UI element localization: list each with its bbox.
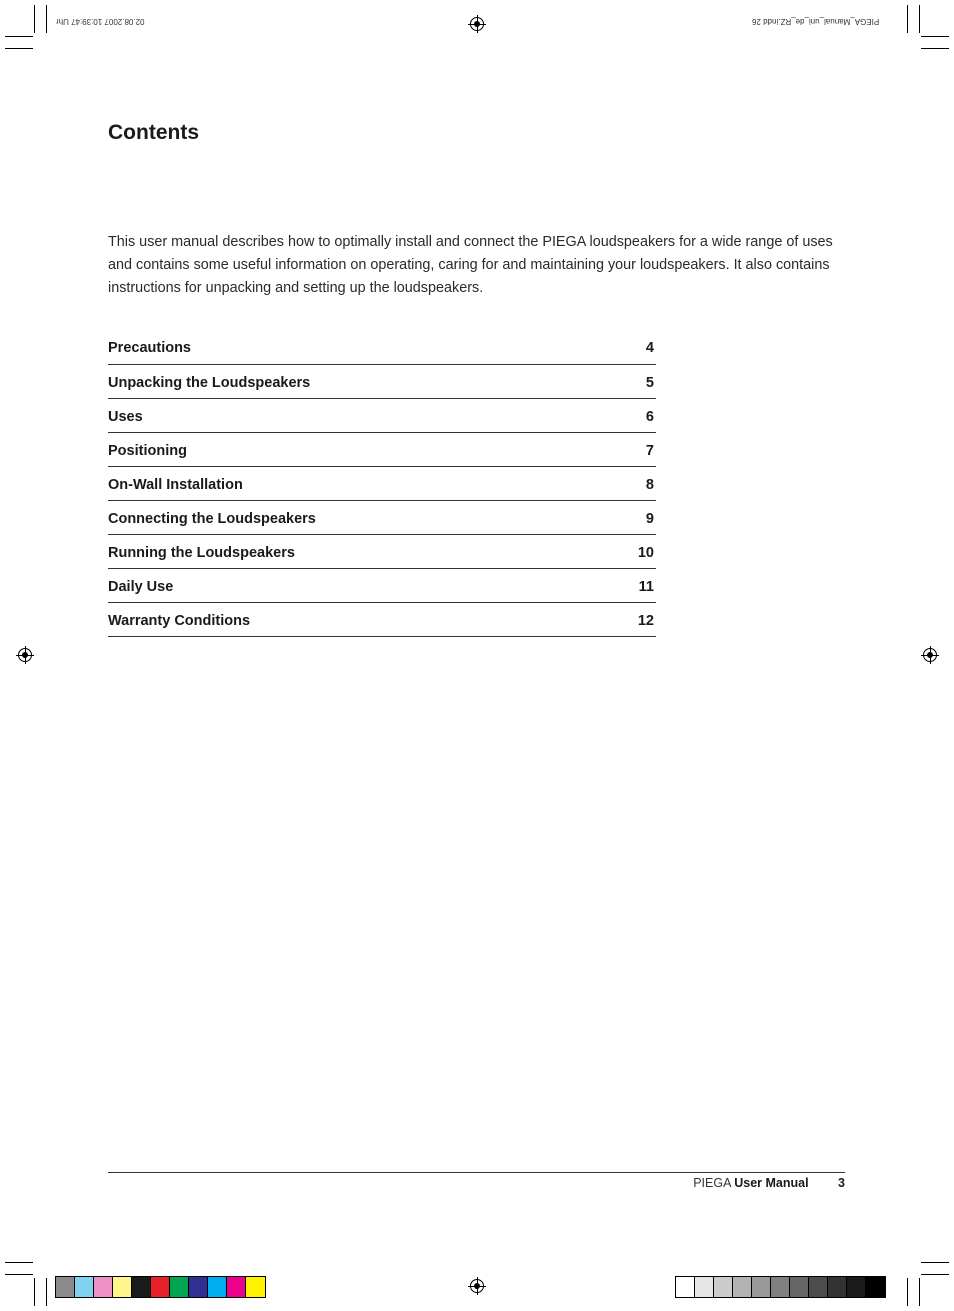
footer-divider bbox=[108, 1172, 845, 1173]
toc-entry-warranty[interactable] bbox=[108, 603, 656, 637]
toc-entry-label: Positioning bbox=[108, 442, 187, 459]
color-swatch bbox=[132, 1277, 151, 1297]
registration-mark-icon bbox=[923, 648, 937, 662]
color-swatch bbox=[676, 1277, 695, 1297]
color-swatch bbox=[113, 1277, 132, 1297]
crop-mark bbox=[34, 1278, 35, 1306]
toc-entry-precautions[interactable] bbox=[108, 330, 656, 365]
color-swatch bbox=[809, 1277, 828, 1297]
toc-entry-page: 8 bbox=[645, 476, 654, 493]
color-swatch bbox=[227, 1277, 246, 1297]
color-swatch bbox=[752, 1277, 771, 1297]
color-swatch bbox=[75, 1277, 94, 1297]
color-swatch bbox=[771, 1277, 790, 1297]
toc-entry-connecting[interactable] bbox=[108, 501, 656, 535]
slug-date: 02.08.2007 10:39:47 Uhr bbox=[56, 17, 145, 26]
toc-entry-positioning[interactable] bbox=[108, 433, 656, 467]
page-title: Contents bbox=[108, 121, 199, 144]
crop-mark bbox=[46, 1278, 47, 1306]
toc-entry-page: 4 bbox=[645, 340, 654, 356]
crop-mark bbox=[921, 1262, 949, 1263]
color-swatch bbox=[847, 1277, 866, 1297]
toc-entry-running[interactable] bbox=[108, 535, 656, 569]
page-footer bbox=[693, 1176, 845, 1190]
toc-entry-page: 7 bbox=[645, 442, 654, 459]
slug-filename: PIEGA_Manual_uni_de_RZ.indd 26 bbox=[752, 17, 880, 26]
crop-mark bbox=[919, 1278, 920, 1306]
crop-mark bbox=[34, 5, 35, 33]
toc-entry-label: Uses bbox=[108, 408, 143, 425]
toc-entry-on-wall-installation[interactable] bbox=[108, 467, 656, 501]
toc-entry-label: Running the Loudspeakers bbox=[108, 544, 295, 561]
color-swatch bbox=[828, 1277, 847, 1297]
registration-mark-icon bbox=[470, 1279, 484, 1293]
crop-mark bbox=[5, 1274, 33, 1275]
color-bar-cmyk bbox=[55, 1276, 266, 1298]
crop-mark bbox=[919, 5, 920, 33]
toc-entry-page: 11 bbox=[638, 578, 654, 595]
toc-entry-label: On-Wall Installation bbox=[108, 476, 243, 493]
registration-mark-icon bbox=[18, 648, 32, 662]
toc-entry-label: Unpacking the Loudspeakers bbox=[108, 374, 311, 391]
color-swatch bbox=[208, 1277, 227, 1297]
crop-mark bbox=[907, 5, 908, 33]
crop-mark bbox=[5, 1262, 33, 1263]
color-swatch bbox=[94, 1277, 113, 1297]
color-swatch bbox=[56, 1277, 75, 1297]
crop-mark bbox=[921, 1274, 949, 1275]
toc-entry-uses[interactable] bbox=[108, 399, 656, 433]
crop-mark bbox=[921, 36, 949, 37]
page-number: 3 bbox=[838, 1176, 845, 1190]
toc-entry-page: 10 bbox=[637, 544, 654, 561]
color-swatch bbox=[790, 1277, 809, 1297]
toc-entry-unpacking[interactable] bbox=[108, 365, 656, 399]
crop-mark bbox=[921, 48, 949, 49]
color-swatch bbox=[151, 1277, 170, 1297]
toc-entry-page: 5 bbox=[645, 374, 654, 391]
color-swatch bbox=[866, 1277, 885, 1297]
toc-entry-page: 12 bbox=[637, 612, 654, 629]
toc-entry-label: Warranty Conditions bbox=[108, 612, 251, 629]
toc-entry-label: Connecting the Loudspeakers bbox=[108, 510, 316, 527]
color-swatch bbox=[695, 1277, 714, 1297]
color-swatch bbox=[189, 1277, 208, 1297]
crop-mark bbox=[5, 48, 33, 49]
toc-entry-label: Precautions bbox=[108, 340, 191, 356]
registration-mark-icon bbox=[470, 17, 484, 31]
toc-entry-label: Daily Use bbox=[108, 578, 174, 595]
footer-brand: PIEGA bbox=[693, 1176, 731, 1190]
intro-paragraph: This user manual describes how to optimally install and connect the PIEGA loudspeakers for a wide range of uses and contains some useful information on operating, caring for and maintaining your loudspeakers. It also contains instructions for unpacking and setting up the loudspeakers. bbox=[108, 234, 833, 296]
color-swatch bbox=[733, 1277, 752, 1297]
color-bar-grayscale bbox=[675, 1276, 886, 1298]
crop-mark bbox=[46, 5, 47, 33]
color-swatch bbox=[714, 1277, 733, 1297]
toc-entry-page: 9 bbox=[645, 510, 654, 527]
toc-entry-daily-use[interactable] bbox=[108, 569, 656, 603]
crop-mark bbox=[907, 1278, 908, 1306]
crop-mark bbox=[5, 36, 33, 37]
color-swatch bbox=[246, 1277, 265, 1297]
footer-label: User Manual bbox=[734, 1176, 809, 1190]
table-of-contents bbox=[108, 330, 656, 637]
color-swatch bbox=[170, 1277, 189, 1297]
toc-entry-page: 6 bbox=[645, 408, 654, 425]
